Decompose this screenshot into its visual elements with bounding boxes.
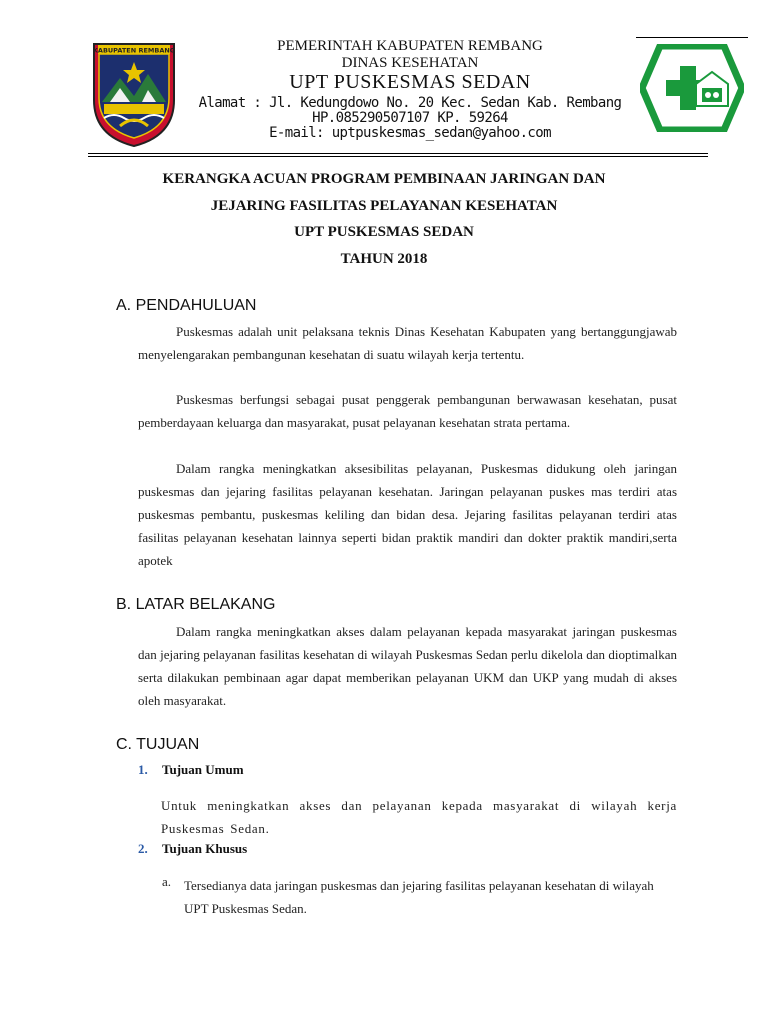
letterhead-institution: UPT PUSKESMAS SEDAN — [289, 71, 531, 93]
doc-title-line-3: UPT PUSKESMAS SEDAN — [294, 224, 474, 240]
section-b-paragraph-1: Dalam rangka meningkatkan akses dalam pelayanan kepada masyarakat jaringan puskesmas dan jejaring pelayanan fasilitas kesehatan di wilayah Puskesmas Sedan perlu dikelola dan dioptimalkan serta dilakukan pembinaan agar dapat memberikan pelayanan UKM dan UKP yang mudah di akses oleh masyarakat. — [138, 624, 677, 708]
list-label-tujuan-khusus: Tujuan Khusus — [162, 841, 248, 856]
section-b-heading: B. LATAR BELAKANG — [116, 596, 276, 613]
letterhead-line-2: DINAS KESEHATAN — [341, 55, 479, 71]
doc-title-line-4: TAHUN 2018 — [340, 251, 428, 267]
puskesmas-logo-icon — [640, 44, 744, 132]
sublist-marker-a: a. — [162, 874, 172, 889]
letterhead-divider-bottom — [88, 156, 708, 157]
section-c-heading: C. TUJUAN — [116, 736, 200, 753]
list-number-2: 2. — [138, 841, 148, 856]
list-label-tujuan-umum: Tujuan Umum — [162, 762, 244, 777]
kabupaten-rembang-emblem-icon — [90, 40, 178, 148]
section-a-paragraph-3: Dalam rangka meningkatkan aksesibilitas pelayanan, Puskesmas didukung oleh jaringan puskesmas dan jejaring fasilitas pelayanan kesehatan. Jaringan pelayanan puskes mas terdiri atas puskesmas pembantu, puskesmas keliling dan bidan desa. Jejaring fasilitas pelayanan terdiri atas fasilitas pelayanan kesehatan lainnya seperti bidan praktik mandiri dan dokter praktik mandiri,serta apotek — [138, 461, 677, 568]
tujuan-umum-text: Untuk meningkatkan akses dan pelayanan kepada masyarakat di wilayah kerja Puskesmas Sedan. — [161, 798, 677, 836]
letterhead-address: Alamat : Jl. Kedungdowo No. 20 Kec. Sedan Kab. Rembang — [198, 95, 622, 111]
section-a-paragraph-2: Puskesmas berfungsi sebagai pusat penggerak pembangunan berwawasan kesehatan, pusat pemberdayaan keluarga dan masyarakat, pusat pelayanan kesehatan strata pertama. — [138, 392, 677, 430]
doc-title-line-1: KERANGKA ACUAN PROGRAM PEMBINAAN JARINGAN DAN — [162, 171, 606, 187]
section-a-heading: A. PENDAHULUAN — [116, 297, 257, 314]
sublist-item-a-text: Tersedianya data jaringan puskesmas dan jejaring fasilitas pelayanan kesehatan di wilayah UPT Puskesmas Sedan. — [184, 878, 654, 916]
letterhead-divider-top — [88, 153, 708, 154]
right-logo-rule — [636, 37, 748, 38]
section-a-paragraph-1: Puskesmas adalah unit pelaksana teknis Dinas Kesehatan Kabupaten yang bertanggungjawab menyelengarakan pembangunan kesehatan di suatu wilayah kerja tertentu. — [138, 324, 677, 362]
letterhead-line-1: PEMERINTAH KABUPATEN REMBANG — [277, 38, 543, 54]
list-number-1: 1. — [138, 762, 148, 777]
emblem-text: KABUPATEN REMBANG — [92, 46, 176, 55]
letterhead-phone: HP.085290507107 KP. 59264 — [312, 110, 508, 126]
letterhead-email: E-mail: uptpuskesmas_sedan@yahoo.com — [269, 125, 551, 141]
doc-title-line-2: JEJARING FASILITAS PELAYANAN KESEHATAN — [210, 198, 558, 214]
